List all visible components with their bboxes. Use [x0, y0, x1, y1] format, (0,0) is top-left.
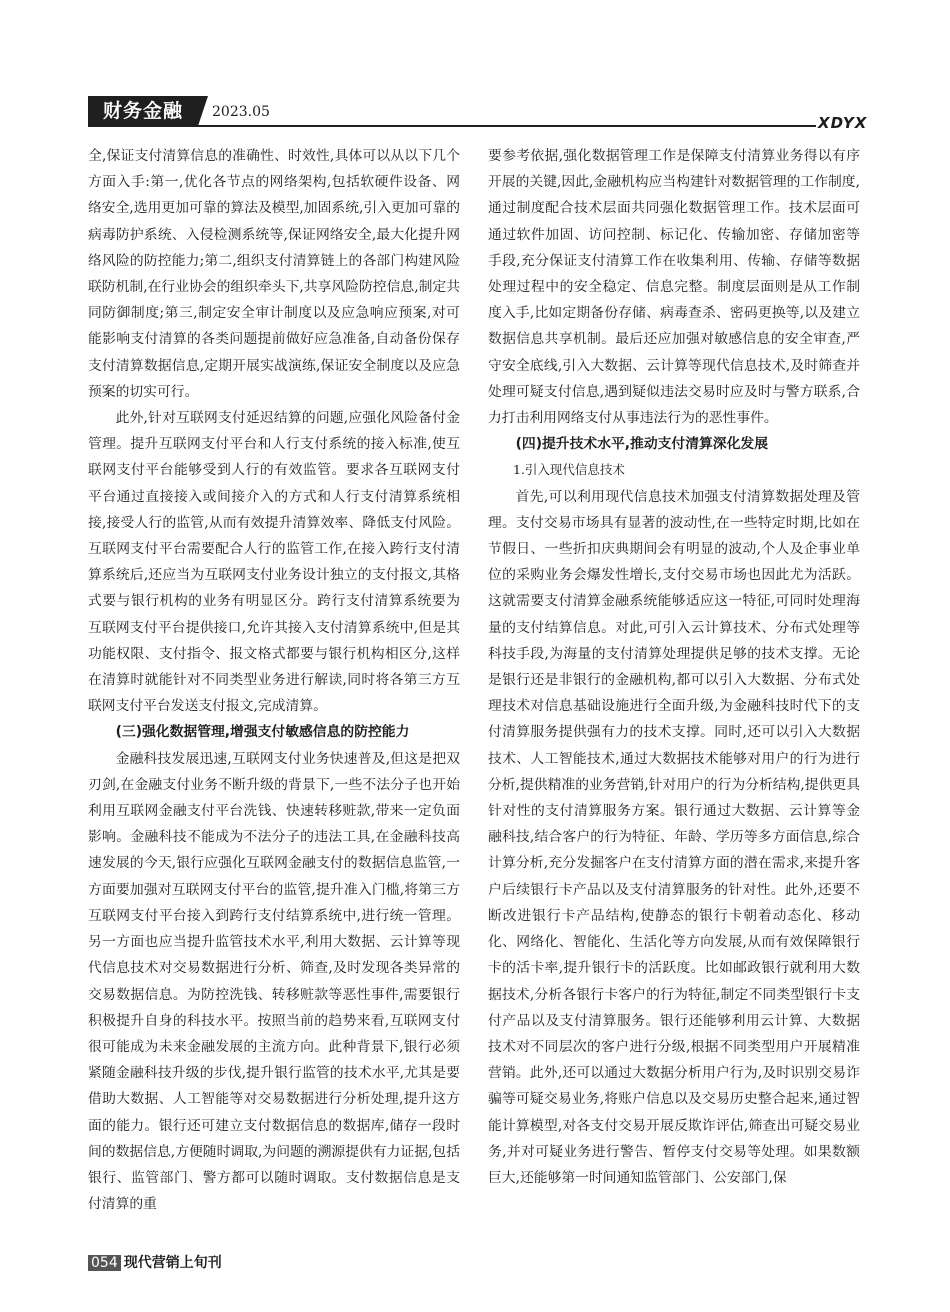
right-column: [488, 143, 860, 1191]
paragraph: 此外,针对互联网支付延迟结算的问题,应强化风险备付金管理。提升互联网支付平台和人行支付系统的接入标准,使互联网支付平台能够受到人行的有效监管。要求各互联网支付平台通过直接接入或间接介入的方式和人行支付清算系统相接,接受人行的监管,从而有效提升清算效率、降低支付风险。互联网支付平台需要配合人行的监管工作,在接入跨行支付清算系统后,还应当为互联网支付业务设计独立的支付报文,其格式要与银行机构的业务有明显区分。跨行支付清算系统要为互联网支付平台提供接口,允许其接入支付清算系统中,但是其功能权限、支付指令、报文格式都要与银行机构相区分,这样在清算时就能针对不同类型业务进行解读,同时将各第三方互联网支付平台发送支付报文,完成清算。: [88, 410, 460, 715]
journal-name: 现代营销上旬刊: [123, 1255, 222, 1271]
paragraph: 首先,可以利用现代信息技术加强支付清算数据处理及管理。支付交易市场具有显著的波动性,在一些特定时期,比如在节假日、一些折扣庆典期间会有明显的波动,个人及企事业单位的采购业务会爆发性增长,支付交易市场也因此尤为活跃。这就需要支付清算金融系统能够适应这一特征,可同时处理海量的支付结算信息。对此,可引入云计算技术、分布式处理等科技手段,为海量的支付清算处理提供足够的技术支撑。无论是银行还是非银行的金融机构,都可以引入大数据、分布式处理技术对信息基础设施进行全面升级,为金融科技时代下的支付清算服务提供强有力的技术支撑。同时,还可以引入大数据技术、人工智能技术,通过大数据技术能够对用户的行为进行分析,提供精准的业务营销,针对用户的行为分析结构,提供更具针对性的支付清算服务方案。银行通过大数据、云计算等金融科技,结合客户的行为特征、年龄、学历等多方面信息,综合计算分析,充分发掘客户在支付清算方面的潜在需求,来提升客户后续银行卡产品以及支付清算服务的针对性。此外,还要不断改进银行卡产品结构,使静态的银行卡朝着动态化、移动化、网络化、智能化、生活化等方向发展,从而有效保障银行卡的活卡率,提升银行卡的活跃度。比如邮政银行就利用大数据技术,分析各银行卡客户的行为特征,制定不同类型银行卡支付产品以及支付清算服务。银行还能够利用云计算、大数据技术对不同层次的客户进行分级,根据不同类型用户开展精准营销。此外,还可以通过大数据分析用户行为,及时识别交易诈骗等可疑交易业务,将账户信息以及交易历史整合起来,通过智能计算模型,对各支付交易开展反欺诈评估,筛查出可疑交易业务,并对可疑业务进行警告、暂停支付交易等处理。如果数额巨大,还能够第一时间通知监管部门、公安部门,保: [488, 488, 860, 1186]
page-header: [0, 0, 950, 140]
header-rule: [88, 125, 816, 127]
tab-notch: [198, 96, 208, 126]
page-number: 054: [88, 1255, 121, 1271]
section-heading: (四)提升技术水平,推动支付清算深化发展: [515, 436, 768, 453]
section-heading: (三)强化数据管理,增强支付敏感信息的防控能力: [115, 724, 410, 741]
paragraph: 要参考依据,强化数据管理工作是保障支付清算业务得以有序开展的关键,因此,金融机构应当构建针对数据管理的工作制度,通过制度配合技术层面共同强化数据管理工作。技术层面可通过软件加固、访问控制、标记化、传输加密、存储加密等手段,充分保证支付清算工作在收集利用、传输、存储等数据处理过程中的安全稳定、信息完整。制度层面则是从工作制度入手,比如定期备份存储、病毒查杀、密码更换等,以及建立数据信息共享机制。最后还应加强对敏感信息的安全审查,严守安全底线,引入大数据、云计算等现代信息技术,及时筛查并处理可疑支付信息,遇到疑似违法交易时应及时与警方联系,合力打击利用网络支付从事违法行为的恶性事件。: [488, 148, 860, 427]
section-heading: 1.引入现代信息技术: [513, 462, 625, 478]
section-label: 财务金融: [88, 96, 198, 126]
paragraph: 金融科技发展迅速,互联网支付业务快速普及,但这是把双刃剑,在金融支付业务不断升级的背景下,一些不法分子也开始利用互联网金融支付平台洗钱、快速转移赃款,带来一定负面影响。金融科技不能成为不法分子的违法工具,在金融科技高速发展的今天,银行应强化互联网金融支付的数据信息监管,一方面要加强对互联网支付平台的监管,提升准入门槛,将第三方互联网支付平台接入到跨行支付结算系统中,进行统一管理。另一方面也应当提升监管技术水平,利用大数据、云计算等现代信息技术对交易数据进行分析、筛查,及时发现各类异常的交易数据信息。为防控洗钱、转移赃款等恶性事件,需要银行积极提升自身的科技水平。按照当前的趋势来看,互联网支付很可能成为未来金融发展的主流方向。此种背景下,银行必须紧随金融科技升级的步伐,提升银行监管的技术水平,尤其是要借助大数据、人工智能等对交易数据进行分析处理,提升这方面的能力。银行还可建立支付数据信息的数据库,储存一段时间的数据信息,方便随时调取,为问题的溯源提供有力证据,包括银行、监管部门、警方都可以随时调取。支付数据信息是支付清算的重: [88, 750, 460, 1213]
left-column: [88, 143, 460, 1217]
page-footer: [88, 1252, 222, 1272]
brand-logo: XDYX: [818, 114, 868, 132]
paragraph: 全,保证支付清算信息的准确性、时效性,具体可以从以下几个方面入手:第一,优化各节点的网络架构,包括软硬件设备、网络安全,选用更加可靠的算法及模型,加固系统,引入更加可靠的病毒防护系统、入侵检测系统等,保证网络安全,最大化提升网络风险的防控能力;第二,组织支付清算链上的各部门构建风险联防机制,在行业协会的组织牵头下,共享风险防控信息,制定共同防御制度;第三,制定安全审计制度以及应急响应预案,对可能影响支付清算的各类问题提前做好应急准备,自动备份保存支付清算数据信息,定期开展实战演练,保证安全制度以及应急预案的切实可行。: [88, 148, 460, 400]
issue-date: 2023.05: [212, 104, 270, 120]
